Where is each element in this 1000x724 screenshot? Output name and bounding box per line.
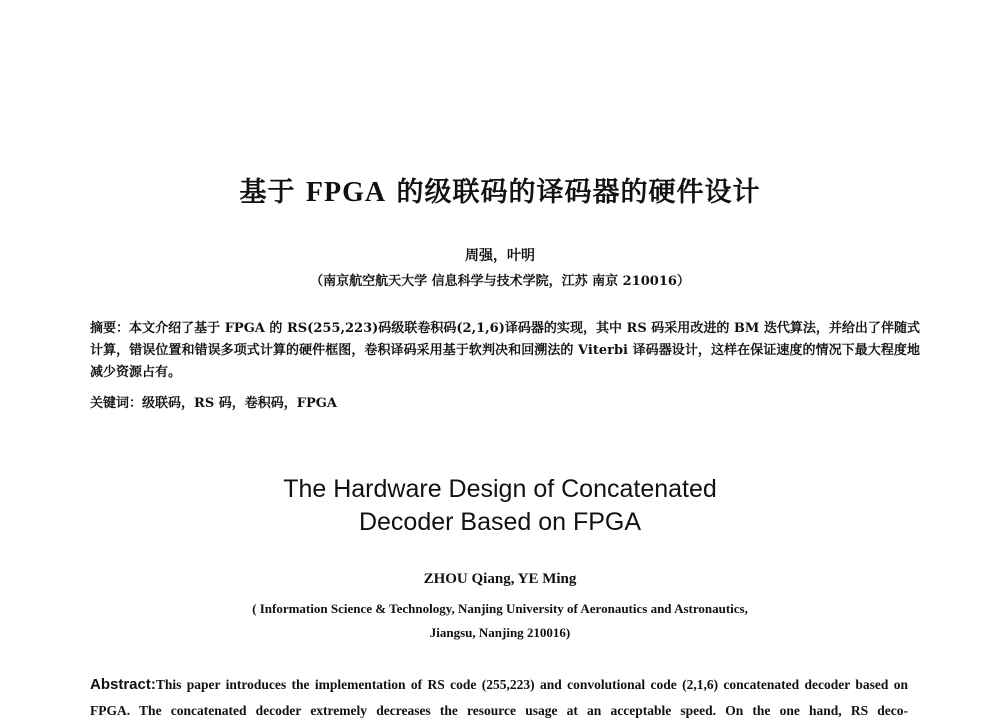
chinese-authors: 周强，叶明 <box>465 248 535 264</box>
english-authors: ZHOU Qiang, YE Ming <box>423 571 577 587</box>
chinese-title-suffix: 的级联码的译码器的硬件设计 <box>386 177 761 208</box>
chinese-title-prefix: 基于 <box>239 177 306 208</box>
english-abstract-text: This paper introduces the implementation of RS code (255,223) and convolutional code (2,1,6) concatenated decoder based on FPGA. The concatenated decoder extremely decreases the resource usage at an acceptable speed. On the one hand, RS deco- <box>90 677 908 718</box>
chinese-affiliation: （南京航空航天大学 信息科学与技术学院，江苏 南京 210016） <box>310 274 690 289</box>
chinese-keywords-label: 关键词： <box>90 396 143 411</box>
english-affiliation-line-2: Jiangsu, Nanjing 210016) <box>429 625 571 640</box>
english-title-line-2: Decoder Based on FPGA <box>358 508 642 536</box>
english-title-line-1: The Hardware Design of Concatenated <box>283 475 717 503</box>
chinese-title <box>0 170 1000 209</box>
chinese-keywords <box>90 393 920 415</box>
english-abstract-label: Abstract: <box>90 676 156 693</box>
english-title <box>0 473 1000 539</box>
chinese-abstract-text: 本文介绍了基于 FPGA 的 RS(255,223)码级联卷积码(2,1,6)译码器的实现，其中 RS 码采用改进的 BM 迭代算法，并给出了伴随式计算，错误位置和错误多项式计算的硬件框图，卷积译码采用基于软判决和回溯法的 Viterbi 译码器设计，这样在保证速度的情况下最大程度地减少资源占有。 <box>90 321 920 380</box>
english-abstract <box>90 672 908 724</box>
chinese-keywords-text: 级联码，RS 码，卷积码，FPGA <box>142 396 337 411</box>
chinese-abstract-label: 摘要： <box>90 321 130 336</box>
english-affiliation-line-1: ( Information Science & Technology, Nanjing University of Aeronautics and Astronautics, <box>252 601 748 616</box>
english-affiliation <box>0 597 1000 645</box>
chinese-title-latin: FPGA <box>305 177 387 208</box>
chinese-abstract <box>90 318 920 384</box>
